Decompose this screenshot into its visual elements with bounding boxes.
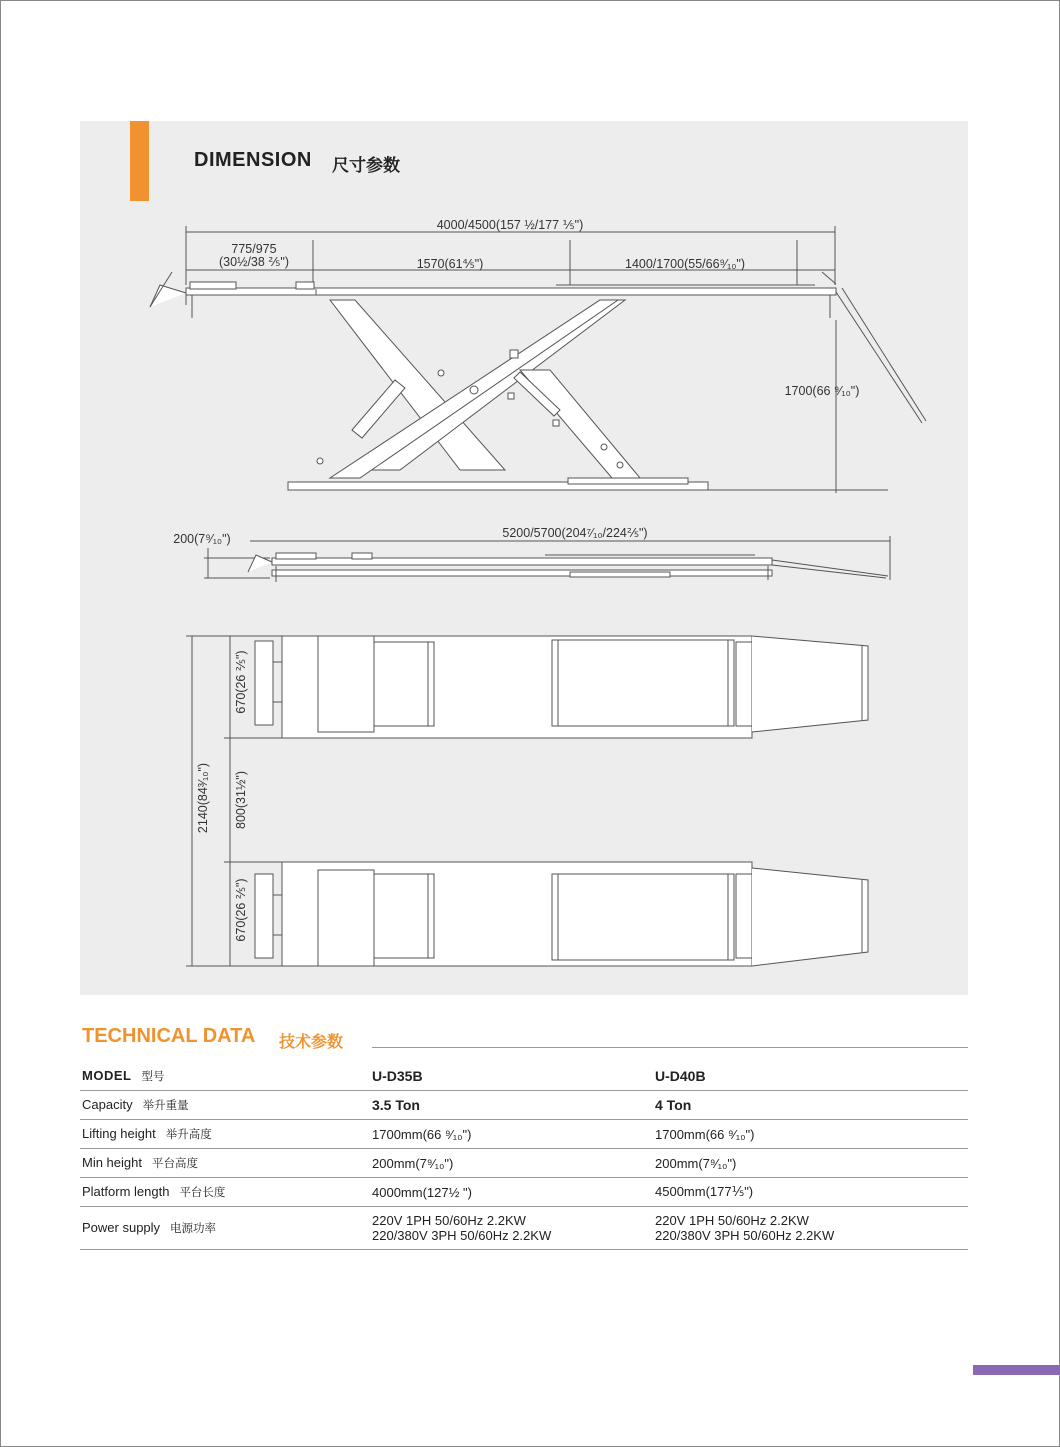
power-a-line2: 220/380V 3PH 50/60Hz 2.2KW [372, 1228, 552, 1243]
power-b-line1: 220V 1PH 50/60Hz 2.2KW [655, 1213, 809, 1228]
label-overall-length: 4000/4500(157 ½/177 ⅕") [436, 218, 584, 232]
model-b: U-D40B [655, 1062, 968, 1091]
row-label: Lifting height [82, 1126, 156, 1141]
spec-table [80, 1062, 968, 1250]
row-label-cn: 举升高度 [165, 1129, 212, 1141]
label-platform-width-top: 670(26 ⅖") [234, 650, 248, 714]
label-gap-width: 800(31½") [234, 771, 248, 829]
label-platform-width-bottom: 670(26 ⅖") [234, 878, 248, 942]
title-rule [372, 1047, 968, 1048]
label-rear-length: 1400/1700(55/66⁹⁄₁₀") [625, 257, 745, 271]
label-min-height: 200(7⁹⁄₁₀") [173, 532, 231, 546]
dimension-title-cn: 尺寸参数 [332, 156, 400, 175]
platform-length-a: 4000mm(127½ ") [372, 1178, 655, 1207]
model-label: MODEL [82, 1068, 132, 1083]
capacity-b: 4 Ton [655, 1091, 968, 1120]
label-lift-height: 1700(66 ⁹⁄₁₀") [784, 384, 860, 398]
power-a-line1: 220V 1PH 50/60Hz 2.2KW [372, 1213, 526, 1228]
footer-accent-bar [973, 1365, 1060, 1375]
row-label: Power supply [82, 1220, 161, 1235]
table-row [80, 1178, 968, 1207]
platform-length-b: 4500mm(177⅕") [655, 1178, 968, 1207]
lifting-height-b: 1700mm(66 ⁹⁄₁₀") [655, 1120, 968, 1149]
table-header-row [80, 1062, 968, 1091]
label-overall-width: 2140(84³⁄₁₀") [196, 762, 210, 834]
row-label-cn: 举升重量 [142, 1100, 189, 1112]
model-label-cn: 型号 [141, 1071, 165, 1083]
model-a: U-D35B [372, 1062, 655, 1091]
min-height-a: 200mm(7⁹⁄₁₀") [372, 1149, 655, 1178]
row-label: Capacity [82, 1097, 133, 1112]
label-ramp-top: 775/975 [231, 242, 277, 256]
row-label-cn: 平台高度 [151, 1158, 198, 1170]
technical-data-title-cn: 技术参数 [279, 1034, 344, 1051]
label-mid-length: 1570(61⅘") [416, 257, 484, 271]
table-row [80, 1207, 968, 1250]
lifting-height-a: 1700mm(66 ⁹⁄₁₀") [372, 1120, 655, 1149]
row-label: Platform length [82, 1184, 170, 1199]
table-row [80, 1149, 968, 1178]
label-total-length: 5200/5700(204⁷⁄₁₀/224⅖") [502, 526, 648, 540]
dimension-title: DIMENSION [194, 149, 312, 171]
min-height-b: 200mm(7⁹⁄₁₀") [655, 1149, 968, 1178]
table-row [80, 1120, 968, 1149]
row-label-cn: 平台长度 [179, 1187, 226, 1199]
row-label-cn: 电源功率 [170, 1223, 217, 1235]
capacity-a: 3.5 Ton [372, 1091, 655, 1120]
row-label: Min height [82, 1155, 142, 1170]
technical-data-title: TECHNICAL DATA [82, 1025, 256, 1047]
label-ramp-bottom: (30½/38 ⅖") [218, 255, 290, 269]
table-row [80, 1091, 968, 1120]
power-b-line2: 220/380V 3PH 50/60Hz 2.2KW [655, 1228, 835, 1243]
